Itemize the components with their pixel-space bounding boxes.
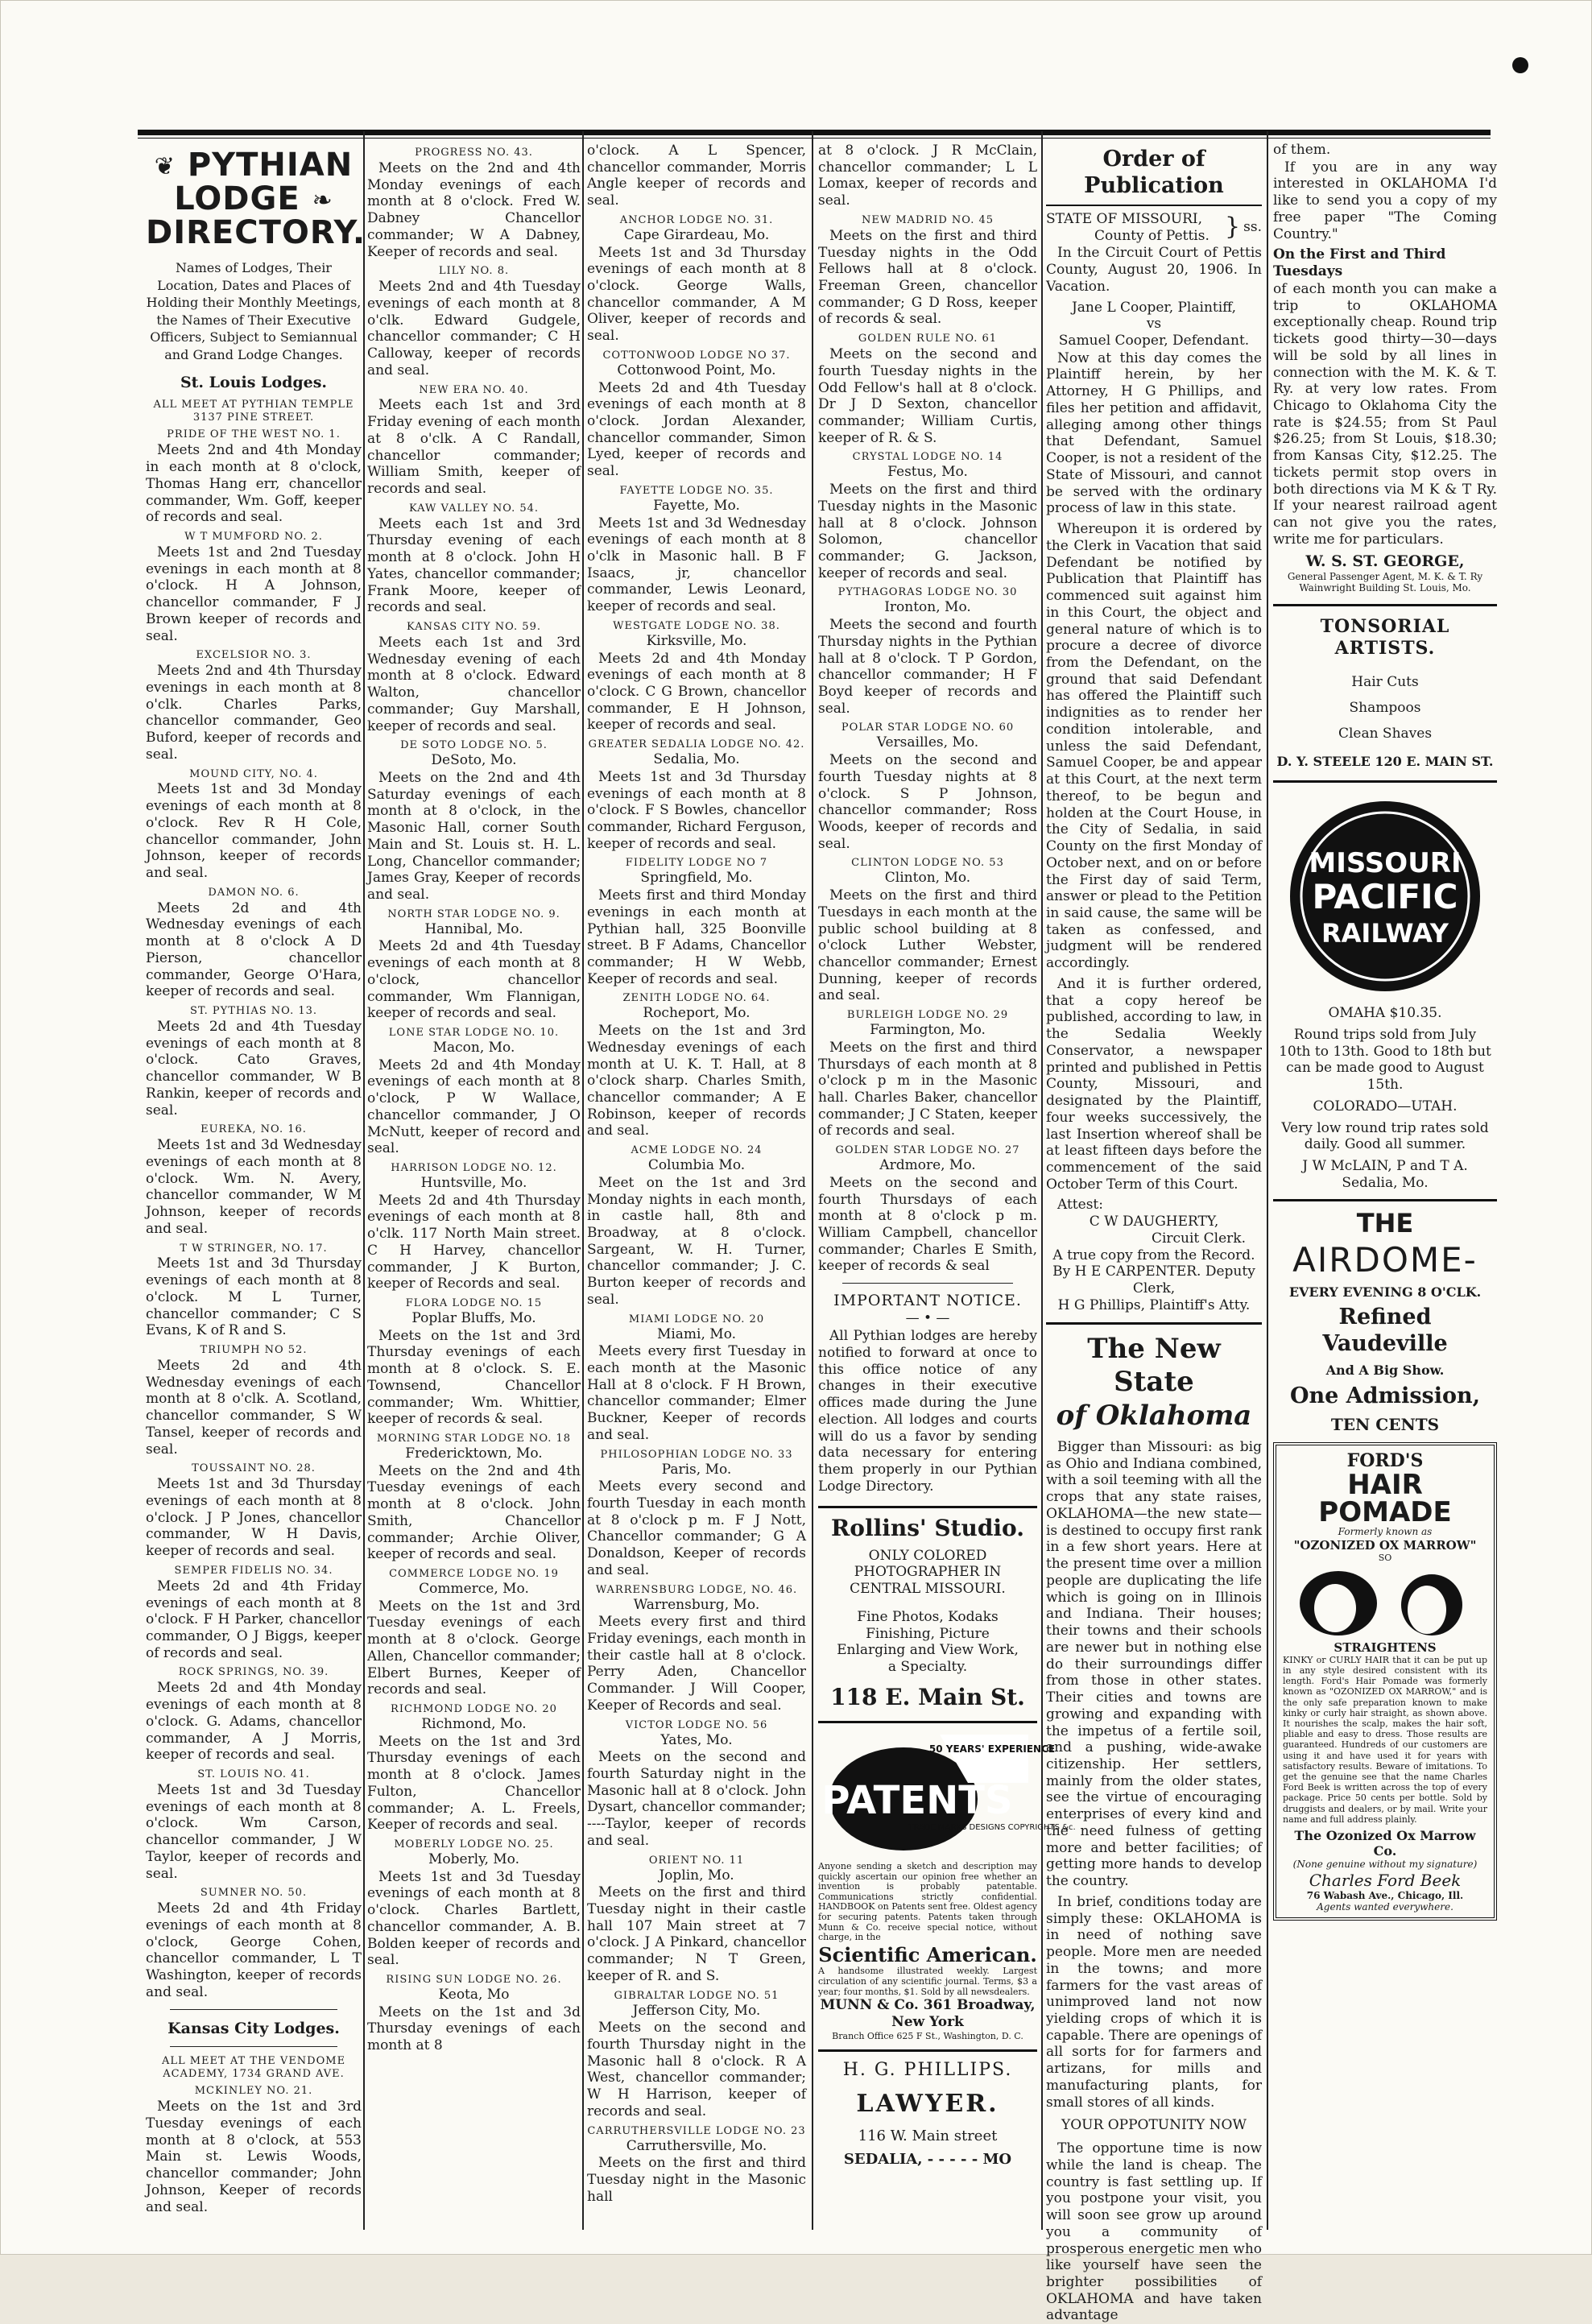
- lodge-text: Meets on the first and third Tuesday night in their castle hall 107 Main street at 7 o'clock. J A Pinkard, chancellor commander; N T Green, keeper of R. and S.: [587, 1884, 806, 1984]
- fleuron-icon: ❧: [312, 186, 333, 215]
- lodge-place: Joplin, Mo.: [659, 1867, 734, 1884]
- lodge-text: Meets each 1st and 3rd Wednesday evening of each month at 8 o'clock. Edward Walton, chancellor commander; Guy Marshall, keeper of records and seal.: [367, 634, 581, 734]
- continued-text: at 8 o'clock. J R McClain, chancellor commander; L L Lomax, keeper of records and seal.: [818, 143, 1037, 209]
- lodge-text: Meets first and third Monday evenings in each month at Pythian hall, 325 Boonville street. B F Adams, Chancellor commander; H W Webb, Keeper of records and seal.: [587, 887, 806, 987]
- patents-journal-desc: A handsome illustrated weekly. Largest circulation of any scientific journal. Terms, $3 a year; four months, $1. Sold by all newsdealers.: [818, 1966, 1037, 1997]
- oklahoma-title-1: The New State: [1087, 1332, 1221, 1399]
- lodge-list-col3: [587, 214, 806, 2206]
- publication-vs: vs: [1146, 316, 1162, 333]
- munn-branch: Branch Office 625 F St., Washington, D. C.: [832, 2030, 1023, 2041]
- lodge-name: TRIUMPH NO 52.: [200, 1344, 308, 1357]
- oklahoma-body-2: In brief, conditions today are simply these: OKLAHOMA is in need of nothing save people. More men are needed in the towns; and more farmers for the vast areas of unimproved land not now yielding crops of which it is capable. There are openings of all sorts for for farmers and artizans, for mills and manufacturing plants, for small stores of all kinds.: [1046, 1893, 1262, 2111]
- lodge-name: ST. PYTHIAS NO. 13.: [189, 1005, 318, 1018]
- lodge-place: Miami, Mo.: [656, 1325, 737, 1342]
- lodge-text: Meets on the 2nd and 4th Tuesday evenings of each month at 8 o'clock. John Smith, Chancellor commander; Archie Oliver, keeper of records and seal.: [367, 1462, 581, 1563]
- lodge-text: Meets 2d and 4th Monday evenings of each month at 8 o'clock, P W Wallace, chancellor commander, J O McNutt, keeper of record and seal.: [367, 1057, 581, 1157]
- fleuron-icon: ❦: [154, 152, 176, 181]
- oklahoma-body-3: The opportune time is now while the land is cheap. The country is fast settling up. If you postpone your visit, you will soon see grow up around you a community of prosperous energetic men who like yourself have seen the brighter possibilities of OKLAHOMA and have taken advantage: [1046, 2140, 1262, 2324]
- lodge-name: CLINTON LODGE NO. 53: [851, 857, 1004, 870]
- lodge-name: WESTGATE LODGE NO. 38.: [613, 619, 780, 632]
- lodge-text: Meets each 1st and 3rd Thursday evening of each month at 8 o'clock. John H Yates, chancellor commander; Frank Moore, keeper of records and seal.: [367, 515, 581, 616]
- lodge-text: Meets on the second and fourth Tuesday nights at 8 o'clock. S P Johnson, chancellor commander; Ross Woods, keeper of records and seal.: [818, 752, 1037, 852]
- column-rule: [363, 131, 365, 2230]
- column-4: [818, 142, 1076, 2214]
- title-line-1: PYTHIAN LODGE: [174, 147, 354, 217]
- column-5: [1046, 142, 1262, 2324]
- lodge-text: Meets 1st and 2nd Tuesday evenings in each month at 8 o'clock. H A Johnson, chancellor commander, F J Brown keeper of records and seal.: [146, 544, 362, 644]
- lodge-text: Meets on the second and fourth Saturday night in the Masonic hall at 8 o'clock. John Dysart, chancellor commander; ----Taylor, keeper of records and seal.: [587, 1749, 806, 1849]
- lodge-text: Meets 1st and 3d Thursday evenings of each month at 8 o'clock. F S Bowles, chancellor commander, Richard Ferguson, keeper of records and seal.: [587, 768, 806, 852]
- lodge-text: Meets the second and fourth Thursday nights in the Pythian hall at 8 o'clock. T P Gordon, chancellor commander; H F Boyd keeper of records and seal.: [818, 617, 1037, 717]
- continued-text: o'clock. A L Spencer, chancellor commander, Morris Angle keeper of records and seal.: [587, 143, 806, 209]
- lodge-name: PRIDE OF THE WEST NO. 1.: [167, 428, 341, 441]
- publication-atty: H G Phillips, Plaintiff's Atty.: [1057, 1296, 1251, 1313]
- before-after-heads-illustration: [1288, 1566, 1482, 1637]
- lodge-name: ST. LOUIS NO. 41.: [197, 1768, 310, 1780]
- lodge-text: Meets 1st and 3d Thursday evenings of each month at 8 o'clock. J P Jones, chancellor commander, W H Davis, keeper of records and seal.: [146, 1476, 362, 1560]
- col6-lead-2: On the First and Third Tuesdays: [1273, 246, 1446, 280]
- airdome-show: Refined Vaudeville: [1322, 1305, 1448, 1357]
- lodge-place: Ironton, Mo.: [884, 599, 971, 616]
- lodge-place: Cape Girardeau, Mo.: [623, 226, 770, 243]
- lodge-text: Meets on the second and fourth Thursdays of each month at 8 o'clock p m. William Campbell, chancellor commander; Charles E Smith, keeper of records & seal: [818, 1174, 1037, 1275]
- lodge-name: FAYETTE LODGE NO. 35.: [619, 484, 774, 497]
- lodge-text: Meets on the first and third Tuesdays in each month at the public school building at 8 o'clock Luther Webster, chancellor commander; Ernest Dunning, keeper of records and seal.: [818, 887, 1037, 1004]
- divider: [170, 2046, 337, 2047]
- phillips-address: 116 W. Main street: [858, 2127, 998, 2144]
- lodge-place: Festus, Mo.: [887, 464, 968, 481]
- lodge-name: MIAMI LODGE NO. 20: [628, 1313, 765, 1325]
- phillips-name: H. G. PHILLIPS.: [842, 2060, 1013, 2081]
- lodge-list-col4: [818, 214, 1037, 1275]
- lodge-name: MOBERLY LODGE NO. 25.: [394, 1838, 554, 1851]
- lodge-place: Jefferson City, Mo.: [632, 2002, 761, 2019]
- tonsorial-item: Hair Cuts: [1351, 673, 1419, 690]
- lodge-name: RICHMOND LODGE NO. 20: [391, 1703, 557, 1716]
- lodge-name: NORTH STAR LODGE NO. 9.: [387, 908, 560, 920]
- top-rule-thin: [138, 138, 1491, 139]
- lodge-text: Meets 2d and 4th Wednesday evenings of each month at 8 o'clock A D Pierson, chancellor commander, George O'Hara, keeper of records and seal.: [146, 899, 362, 1000]
- lodge-name: CARRUTHERSVILLE LODGE NO. 23: [587, 2124, 806, 2137]
- hair-so: SO: [1378, 1552, 1392, 1563]
- lodge-text: Meets 1st and 3d Monday evenings of each month at 8 o'clock. Rev R H Cole, chancellor commander, John Johnson, keeper of records and seal.: [146, 781, 362, 882]
- publication-ss: ss.: [1243, 219, 1262, 236]
- hair-address: 76 Wabash Ave., Chicago, Ill.: [1306, 1889, 1464, 1901]
- patents-body: Anyone sending a sketch and description may quickly ascertain our opinion free whether an invention is probably patentable. Communications strictly confidential. HANDBOOK on Patents sent free. Oldest agency for securing patents. Patents taken through Munn & Co. receive special notice, without charge, in the: [818, 1860, 1037, 1943]
- lodge-place: Moberly, Mo.: [428, 1851, 520, 1867]
- hair-old-name: "OZONIZED OX MARROW": [1293, 1537, 1477, 1553]
- hair-agents: Agents wanted everywhere.: [1317, 1901, 1453, 1913]
- lodge-place: Hannibal, Mo.: [424, 920, 523, 937]
- mopac-body: Round trips sold from July 10th to 13th. Good to 18th but can be made good to August 15th.: [1279, 1026, 1491, 1094]
- lodge-name: MOUND CITY, NO. 4.: [189, 767, 318, 780]
- lodge-text: Meets every first Tuesday in each month at the Masonic Hall at 8 o'clock. F H Brown, chancellor commander; Elmer Buckner, Keeper of records and seal.: [587, 1343, 806, 1443]
- lodge-place: Rocheport, Mo.: [643, 1005, 751, 1022]
- lodge-place: Paris, Mo.: [661, 1461, 732, 1478]
- lodge-place: Springfield, Mo.: [640, 870, 753, 887]
- publication-county: County of Pettis.: [1094, 227, 1210, 244]
- lodge-text: Meets 2d and 4th Monday evenings of each month at 8 o'clock. G. Adams, chancellor commander, A J Morris, keeper of records and seal.: [146, 1680, 362, 1764]
- phillips-city: SEDALIA, - - - - - MO: [843, 2151, 1012, 2169]
- lodge-place: Carruthersville, Mo.: [626, 2137, 767, 2154]
- mkt-agent: W. S. ST. GEORGE,: [1305, 552, 1465, 570]
- lodge-text: Meets 1st and 3d Wednesday evenings of each month at 8 o'clk in Masonic hall. B F Isaacs, jr, chancellor commander, Lewis Leonard, keeper of records and seal.: [587, 515, 806, 615]
- lodge-place: Clinton, Mo.: [884, 870, 971, 887]
- lodge-name: ORIENT NO. 11: [648, 1854, 745, 1867]
- tonsorial-title: TONSORIAL ARTISTS.: [1320, 616, 1450, 659]
- col6-body-2: of each month you can make a trip to OKLAHOMA exceptionally cheap. Round trip tickets good thirty—30—days will be sold by all lines in connection with the M. K. & T. Ry. at very low rates. From Chicago to Oklahoma City the rate is $24.55; from St Paul $26.25; from St Louis, $18.30; from Kansas City, $12.25. The tickets permit stop overs in both directions via M K & T Ry. If your nearest railroad agent can not give you the rates, write me for particulars.: [1273, 280, 1497, 548]
- column-1: [146, 142, 366, 2215]
- lodge-place: Cottonwood Point, Mo.: [617, 362, 776, 378]
- publication-body-1: Now at this day comes the Plaintiff herein, by her Attorney, H G Phillips, and files her petition and affidavit, alleging among other things that Defendant, Samuel Cooper, is not a resident of the State of Missouri, and cannot be served with the ordinary process of law in this state.: [1046, 349, 1262, 517]
- lodge-name: LONE STAR LODGE NO. 10.: [388, 1027, 560, 1040]
- mkt-agent-address: Wainwright Building St. Louis, Mo.: [1299, 582, 1471, 594]
- lodge-text: Meets on the first and third Tuesday night in the Masonic hall: [587, 2155, 806, 2205]
- patents-ad: [818, 1721, 1076, 2041]
- lodge-name: ACME LODGE NO. 24: [631, 1144, 763, 1157]
- hair-body: KINKY or CURLY HAIR that it can be put up in any style desired consistent with its length. Ford's Hair Pomade was formerly known as "OZONIZED OX MARROW," and is the only safe preparation known to make kinky or curly hair straight, as shown above. It nourishes the scalp, makes the hair soft, pliable and easy to dress. Those results are guaranteed. Hundreds of our customers are using it and have used it for years with satisfactory results. Beware of imitations. To get the genuine see that the name Charles Ford Beek is written across the top of every package. Price 50 cents per bottle. Sold by druggists and dealers, or by mail. Write your name and full address plainly.: [1283, 1654, 1487, 1825]
- lodge-text: Meets on the 2nd and 4th Saturday evenings of each month at 8 o'clock, in the Masonic Hall, corner South Main and St. Louis st. H. L. Long, Chancellor commander; James Gray, Keeper of records and seal.: [367, 769, 581, 904]
- lodge-name: COTTONWOOD LODGE NO 37.: [602, 349, 791, 362]
- column-2: [367, 142, 581, 2214]
- lodge-text: Meets 2d and 4th Monday evenings of each month at 8 o'clock. C G Brown, chancellor commander, E H Johnson, keeper of records and seal.: [587, 650, 806, 734]
- lodge-name: ZENITH LODGE NO. 64.: [622, 992, 771, 1005]
- publication-title: Order of Publication: [1084, 147, 1224, 198]
- mopac-line-2: PACIFIC: [1312, 877, 1458, 917]
- mopac-colorado-body: Very low round trip rates sold daily. Good all summer.: [1281, 1119, 1489, 1153]
- lodge-name: NEW MADRID NO. 45: [861, 213, 994, 226]
- mopac-ad: [1273, 780, 1497, 1191]
- oklahoma-opportunity: YOUR OPPOTUNITY NOW: [1061, 2117, 1247, 2134]
- lodge-name: WARRENSBURG LODGE, NO. 46.: [595, 1583, 798, 1596]
- lodge-text: Meets 1st and 3d Wednesday evenings of each month at 8 o'clock. Wm. N. Avery, chancellor commander, W M Johnson, keeper of records and seal.: [146, 1137, 362, 1237]
- oklahoma-title-2: of Oklahoma: [1056, 1399, 1252, 1432]
- lodge-name: EXCELSIOR NO. 3.: [196, 649, 312, 662]
- lodge-name: POLAR STAR LODGE NO. 60: [841, 722, 1015, 734]
- rollins-subtitle: ONLY COLORED PHOTOGRAPHER IN CENTRAL MISSOURI.: [850, 1547, 1006, 1598]
- lodge-text: Meets every first and third Friday evenings, each month in their castle hall at 8 o'clock. Perry Aden, Chancellor Commander. J Will Cooper, Keeper of Records and seal.: [587, 1614, 806, 1714]
- lodge-place: Macon, Mo.: [432, 1039, 515, 1056]
- mopac-logo: [1284, 796, 1486, 997]
- lodge-text: Meets on the 2nd and 4th Monday evenings of each month at 8 o'clock. Fred W. Dabney Chancellor commander; W A Dabney, Keeper of records and seal.: [367, 159, 581, 260]
- scientific-american: Scientific American.: [818, 1943, 1037, 1967]
- publication-clerk: C W DAUGHERTY,: [1089, 1214, 1219, 1230]
- lodge-name: KANSAS CITY NO. 59.: [407, 621, 541, 634]
- notice-dash: — • —: [905, 1310, 950, 1327]
- lodge-place: Sedalia, Mo.: [653, 751, 740, 768]
- hair-brand: FORD'S: [1346, 1449, 1424, 1471]
- lodge-name: GREATER SEDALIA LODGE NO. 42.: [588, 738, 805, 751]
- publication-clerk-title: Circuit Clerk.: [1151, 1230, 1246, 1247]
- phillips-ad: [818, 2049, 1037, 2169]
- lodge-text: Meet on the 1st and 3rd Monday nights in each month, in castle hall, 8th and Broadway, at 8 o'clock. Sargeant, W. H. Turner, chancellor commander; J. C. Burton keeper of records and seal.: [587, 1174, 806, 1308]
- lodge-place: Poplar Bluffs, Mo.: [411, 1309, 536, 1326]
- column-3: [587, 142, 806, 2214]
- notice-title: IMPORTANT NOTICE.: [833, 1292, 1022, 1310]
- divider: [842, 1283, 1013, 1284]
- column-rule: [582, 131, 584, 2230]
- lodge-text: Meets on the 1st and 3rd Wednesday evenings of each month at U. K. T. Hall, at 8 o'clock sharp. Charles Smith, chancellor commander; A E Robinson, keeper of records and seal.: [587, 1023, 806, 1139]
- lodge-name: SEMPER FIDELIS NO. 34.: [174, 1564, 333, 1577]
- publication-body-2: Whereupon it is ordered by the Clerk in Vacation that said Defendant be notified by Publication that Plaintiff has commenced suit against him in this Court, the object and general nature of which is to procure a decree of divorce from the Defendant, on the ground that said Defendant has offered the Plaintiff such indignities as to render her condition intolerable, and unless the said Defendant, Samuel Cooper, be and appear at this Court, at the next term thereof, to be begun and holden at the Court House, in the City of Sedalia, in said County on the first Monday of October next, and on or before the First day of said Term, answer or plead to the Petition in said cause, the same will be taken as confessed, and judgment will be rendered accordingly.: [1046, 521, 1262, 972]
- rollins-services: Fine Photos, Kodaks Finishing, Picture Enlarging and View Work, a Specialty.: [837, 1608, 1019, 1676]
- lodge-name: ROCK SPRINGS, NO. 39.: [178, 1666, 329, 1679]
- col6-lead: of them.: [1273, 142, 1331, 158]
- lodge-place: Fayette, Mo.: [653, 497, 740, 514]
- directory-intro: Names of Lodges, Their Location, Dates and Places of Holding their Monthly Meetings, the Names of Their Executive Officers, Subject to Semiannual and Grand Lodge Changes.: [146, 260, 362, 362]
- column-rule: [812, 131, 813, 2230]
- phillips-title: LAWYER.: [856, 2089, 999, 2118]
- lodge-name: FIDELITY LODGE NO 7: [625, 857, 768, 870]
- lodge-place: Yates, Mo.: [660, 1731, 733, 1748]
- patents-logo: [821, 1735, 1076, 1855]
- notice-text: All Pythian lodges are hereby notified to forward at once to this office notice of any changes in their executive offices made during the June election. All lodges and courts will do us a favor by sending data necessary for entering them properly in our Pythian Lodge Directory.: [818, 1328, 1037, 1495]
- st-louis-lodge-list: [146, 428, 362, 2000]
- lodge-name: LILY NO. 8.: [438, 265, 510, 278]
- lodge-name: VICTOR LODGE NO. 56: [625, 1718, 768, 1731]
- hair-company: The Ozonized Ox Marrow Co.: [1294, 1827, 1476, 1859]
- lodge-text: Meets 1st and 3d Thursday evenings of each month at 8 o'clock. George Walls, chancellor commander, A M Oliver, keeper of records and seal.: [587, 244, 806, 345]
- munn-firm: MUNN & Co. 361 Broadway, New York: [820, 1997, 1036, 2030]
- oklahoma-article: [1046, 1322, 1262, 2324]
- column-6: [1273, 142, 1497, 2214]
- hair-note: (None genuine without my signature): [1292, 1859, 1478, 1871]
- title-line-2: DIRECTORY.: [146, 214, 366, 251]
- tonsorial-item: Shampoos: [1349, 700, 1421, 716]
- publication-venue: STATE OF MISSOURI, County of Pettis. } ss.: [1046, 210, 1262, 244]
- kansas-city-heading: Kansas City Lodges.: [167, 2019, 340, 2037]
- lodge-text: Meets 2d and 4th Friday evenings of each month at 8 o'clock, George Cohen, chancellor commander, L T Washington, keeper of records and seal.: [146, 1900, 362, 2000]
- lodge-name: RISING SUN LODGE NO. 26.: [386, 1974, 562, 1987]
- lodge-place: Richmond, Mo.: [421, 1715, 527, 1732]
- oklahoma-body-1: Bigger than Missouri: as big as Ohio and Indiana combined, with a soil teeming with all the crops that any state raises, OKLAHOMA—the new state—is destined to occupy first rank in a few short years. Here at the present time over a million people are duplicating the life which is going on in Illinois and Indiana. Their houses; their towns and their schools are newer but in nothing else do their surroundings differ from those in other states. Their cities and towns are growing and expanding with the impetus of a fertile soil, and a pushing, wide-awake citizenship. Her settlers, mainly from the older states, see the virtue of encouraging enterprises of every kind and the need fulness of getting more and better facilities; of getting more hands to develop the country.: [1046, 1439, 1262, 1890]
- directory-title: [146, 147, 366, 251]
- lodge-text: Meets on the 1st and 3rd Tuesday evenings of each month at 8 o'clock. George Allen, Chancellor commander; Elbert Burnes, Keeper of records and seal.: [367, 1598, 581, 1698]
- lodge-text: Meets 1st and 3d Thursday evenings of each month at 8 o'clock. M L Turner, chancellor commander; C S Evans, K of R and S.: [146, 1255, 362, 1339]
- lodge-text: Meets 2nd and 4th Tuesday evenings of each month at 8 o'clk. Edward Gudgele, chancellor commander; C H Calloway, keeper of records and seal.: [367, 279, 581, 378]
- mopac-agent: J W McLAIN, P and T A. Sedalia, Mo.: [1302, 1157, 1468, 1191]
- publication-plaintiff: Jane L Cooper, Plaintiff,: [1071, 299, 1237, 316]
- lodge-place: Fredericktown, Mo.: [405, 1445, 543, 1462]
- hair-signature: Charles Ford Beek: [1309, 1870, 1462, 1890]
- lodge-place: Columbia Mo.: [647, 1157, 746, 1174]
- rollins-address: 118 E. Main St.: [830, 1683, 1025, 1710]
- lodge-name: GIBRALTAR LODGE NO. 51: [614, 1989, 779, 2002]
- lodge-name: MORNING STAR LODGE NO. 18: [376, 1433, 572, 1445]
- lodge-name: HARRISON LODGE NO. 12.: [391, 1162, 557, 1175]
- mopac-line-3: RAILWAY: [1321, 918, 1449, 949]
- lodge-text: Meets 2nd and 4th Monday in each month at 8 o'clock, Thomas Hang err, chancellor commander, Wm. Goff, keeper of records and seal.: [146, 442, 362, 526]
- lodge-text: Meets 2d and 4th Thursday evenings of each month at 8 o'clk. 117 North Main street. C H Harvey, chancellor commander, J K Burton, keeper of Records and seal.: [367, 1192, 581, 1292]
- lodge-list-col2: [367, 147, 581, 2054]
- hair-pomade-ad: [1273, 1442, 1497, 1921]
- lodge-text: Meets 2d and 4th Tuesday evenings of each month at 8 o'clock, chancellor commander, Wm Flannigan, keeper of records and seal.: [367, 938, 581, 1022]
- lodge-name: PROGRESS NO. 43.: [415, 147, 533, 159]
- lodge-name: PHILOSOPHIAN LODGE NO. 33: [600, 1448, 793, 1461]
- divider: [170, 2009, 337, 2010]
- airdome-admission: One Admission,: [1289, 1383, 1481, 1408]
- mopac-line-1: MISSOURI: [1309, 847, 1462, 880]
- lodge-text: Meets 2d and 4th Tuesday evenings of each month at 8 o'clock. Cato Graves, chancellor commander, W B Rankin, keeper of records and seal.: [146, 1018, 362, 1119]
- lodge-text: Meets every second and fourth Tuesday in each month at 8 o'clock p m. F J Nott, Chancellor commander; G A Donaldson, Keeper of records and seal.: [587, 1478, 806, 1578]
- kansas-city-lodge-list: [146, 2085, 362, 2215]
- lodge-text: Meets on the second and fourth Tuesday nights in the Odd Fellow's hall at 8 o'clock. Dr J D Sexton, chancellor commander; William Curtis, keeper of R. & S.: [818, 346, 1037, 446]
- publication-court: In the Circuit Court of Pettis County, August 20, 1906. In Vacation.: [1046, 245, 1262, 295]
- ink-blot: [1512, 57, 1528, 73]
- lodge-text: Meets on the first and third Tuesday nights in the Odd Fellows hall at 8 o'clock. Freeman Green, chancellor commander; G D Ross, keeper of records & seal.: [818, 227, 1037, 328]
- publication-attest: Attest:: [1057, 1197, 1103, 1214]
- lodge-text: Meets on the second and fourth Thursday night in the Masonic hall 8 o'clock. R A West, chancellor commander; W H Harrison, keeper of records and seal.: [587, 2020, 806, 2119]
- lodge-name: DAMON NO. 6.: [208, 886, 300, 899]
- rollins-title: Rollins' Studio.: [831, 1515, 1024, 1542]
- lodge-place: Keota, Mo: [438, 1986, 510, 2003]
- lodge-place: Huntsville, Mo.: [420, 1174, 527, 1191]
- st-louis-heading: St. Louis Lodges.: [180, 373, 328, 391]
- lodge-text: Meets on the 1st and 3rd Thursday evenings of each month at 8 o'clock. S. E. Townsend, Chancellor commander; Wm. Whittier, keeper of records & seal.: [367, 1327, 581, 1428]
- mkt-agent-title: General Passenger Agent, M. K. & T. Ry: [1287, 570, 1483, 582]
- lodge-place: DeSoto, Mo.: [431, 752, 517, 769]
- lodge-name: CRYSTAL LODGE NO. 14: [852, 451, 1003, 464]
- col6-body-1: If you are in any way interested in OKLAHOMA I'd like to send you a copy of my free paper "The Coming Country.": [1273, 159, 1497, 242]
- lodge-text: Meets 1st and 3d Tuesday evenings of each month at 8 o'clock. Charles Bartlett, chancellor commander, A. B. Bolden keeper of records and seal.: [367, 1868, 581, 1969]
- lodge-name: DE SOTO LODGE NO. 5.: [400, 739, 548, 752]
- lodge-name: KAW VALLEY NO. 54.: [408, 502, 540, 515]
- column-rule: [1041, 131, 1043, 2230]
- lodge-name: GOLDEN STAR LODGE NO. 27: [835, 1144, 1020, 1157]
- mopac-omaha: OMAHA $10.35.: [1328, 1005, 1442, 1022]
- patents-marks: TRADE MARKS DESIGNS COPYRIGHTS &c.: [908, 1822, 1076, 1832]
- lodge-text: Meets on the first and third Tuesday nights in the Masonic hall at 8 o'clock. Johnson Solomon, chancellor commander; G. Jackson, keeper of records and seal.: [818, 482, 1037, 581]
- publication-deputy: By H E CARPENTER. Deputy Clerk,: [1052, 1263, 1255, 1297]
- airdome-price: TEN CENTS: [1330, 1414, 1440, 1434]
- lodge-text: Meets on the 1st and 3d Thursday evenings of each month at 8: [367, 2004, 581, 2054]
- lodge-place: Ardmore, Mo.: [879, 1157, 976, 1174]
- top-rule: [138, 130, 1491, 135]
- rollins-studio-ad: [818, 1506, 1037, 1710]
- lodge-text: Meets 2nd and 4th Thursday evenings in each month at 8 o'clk. Charles Parks, chancellor commander, Geo Buford, keeper of records and seal.: [146, 663, 362, 763]
- airdome-when: EVERY EVENING 8 O'CLK.: [1288, 1284, 1482, 1300]
- lodge-name: W T MUMFORD NO. 2.: [184, 530, 323, 543]
- airdome-name: AIRDOME-: [1292, 1240, 1478, 1280]
- lodge-place: Commerce, Mo.: [419, 1580, 529, 1597]
- airdome-and: And A Big Show.: [1325, 1363, 1445, 1379]
- lodge-name: COMMERCE LODGE NO. 19: [389, 1568, 559, 1581]
- lodge-text: Meets 2d and 4th Tuesday evenings of each month at 8 o'clock. Jordan Alexander, chancellor commander, Simon Lyed, keeper of records and seal.: [587, 379, 806, 480]
- lodge-text: Meets 1st and 3d Tuesday evenings of each month at 8 o'clock. Wm Carson, chancellor commander, J W Taylor, keeper of records and seal.: [146, 1781, 362, 1882]
- lodge-text: Meets 2d and 4th Friday evenings of each month at 8 o'clock. F H Parker, chancellor commander, O J Biggs, keeper of records and seal.: [146, 1578, 362, 1661]
- tonsorial-item: Clean Shaves: [1338, 726, 1433, 742]
- lodge-name: TOUSSAINT NO. 28.: [192, 1462, 316, 1475]
- lodge-text: Meets each 1st and 3rd Friday evening of each month at 8 o'clk. A C Randall, chancellor commander; William Smith, keeper of records and seal.: [367, 397, 581, 498]
- publication-defendant: Samuel Cooper, Defendant.: [1058, 333, 1250, 349]
- airdome-ad: [1273, 1199, 1497, 1434]
- lodge-name: EUREKA, NO. 16.: [201, 1123, 307, 1136]
- lodge-text: Meets on the 1st and 3rd Tuesday evenings of each month at 8 o'clock, at 553 Main st. Lewis Woods, chancellor commander; John Johnson, Keeper of records and seal.: [146, 2099, 362, 2215]
- hair-straightens: STRAIGHTENS: [1334, 1640, 1437, 1655]
- lodge-name: MCKINLEY NO. 21.: [194, 2085, 313, 2098]
- patents-word: PATENTS: [821, 1777, 1013, 1823]
- lodge-text: Meets on the 1st and 3rd Thursday evenings of each month at 8 o'clock. James Fulton, Chancellor commander; A. L. Freels, Keeper of records and seal.: [367, 1733, 581, 1834]
- hair-formerly: Formerly known as: [1338, 1526, 1433, 1538]
- lodge-name: PYTHAGORAS LODGE NO. 30: [837, 586, 1018, 599]
- st-louis-note: ALL MEET AT PYTHIAN TEMPLE 3137 PINE STREET.: [153, 398, 354, 424]
- tonsorial-address: D. Y. STEELE 120 E. MAIN ST.: [1276, 753, 1494, 769]
- publication-body-3: And it is further ordered, that a copy hereof be published, according to law, in the Sedalia Weekly Conservator, a newspaper printed and published in Pettis County, Missouri, and designated by the Plaintiff, four weeks successively, the last Insertion whereof shall be at least fifteen days before the commencement of the said October Term of this Court.: [1046, 975, 1262, 1193]
- publication-true-copy: A true copy from the Record.: [1052, 1247, 1255, 1263]
- mopac-colorado: COLORADO—UTAH.: [1313, 1098, 1458, 1114]
- lodge-name: FLORA LODGE NO. 15: [405, 1297, 543, 1310]
- lodge-text: Meets on the first and third Thursdays of each month at 8 o'clock p m in the Masonic hall. Charles Baker, chancellor commander; J C Staten, keeper of records and seal.: [818, 1039, 1037, 1139]
- patents-years: 50 YEARS' EXPERIENCE: [928, 1743, 1056, 1755]
- lodge-name: GOLDEN RULE NO. 61: [858, 333, 998, 345]
- kansas-city-note: ALL MEET AT THE VENDOME ACADEMY, 1734 GRAND AVE.: [161, 2054, 346, 2080]
- lodge-text: Meets 2d and 4th Wednesday evenings of each month at 8 o'clk. A. Scotland, chancellor commander, S W Tansel, keeper of records and seal.: [146, 1357, 362, 1458]
- lodge-name: NEW ERA NO. 40.: [419, 383, 529, 396]
- lodge-place: Farmington, Mo.: [870, 1022, 986, 1039]
- lodge-name: T W STRINGER, NO. 17.: [180, 1242, 328, 1255]
- lodge-name: BURLEIGH LODGE NO. 29: [846, 1009, 1009, 1022]
- lodge-name: ANCHOR LODGE NO. 31.: [619, 213, 774, 226]
- tonsorial-ad: [1273, 604, 1497, 769]
- lodge-place: Warrensburg, Mo.: [633, 1596, 760, 1613]
- tonsorial-items: [1273, 669, 1497, 747]
- hair-title: HAIR POMADE: [1318, 1469, 1452, 1529]
- lodge-name: SUMNER NO. 50.: [200, 1887, 308, 1900]
- publication-state: STATE OF MISSOURI,: [1046, 210, 1202, 227]
- column-rule: [1267, 131, 1268, 2230]
- lodge-place: Kirksville, Mo.: [646, 632, 747, 649]
- airdome-the: THE: [1356, 1208, 1414, 1239]
- lodge-place: Versailles, Mo.: [876, 734, 979, 751]
